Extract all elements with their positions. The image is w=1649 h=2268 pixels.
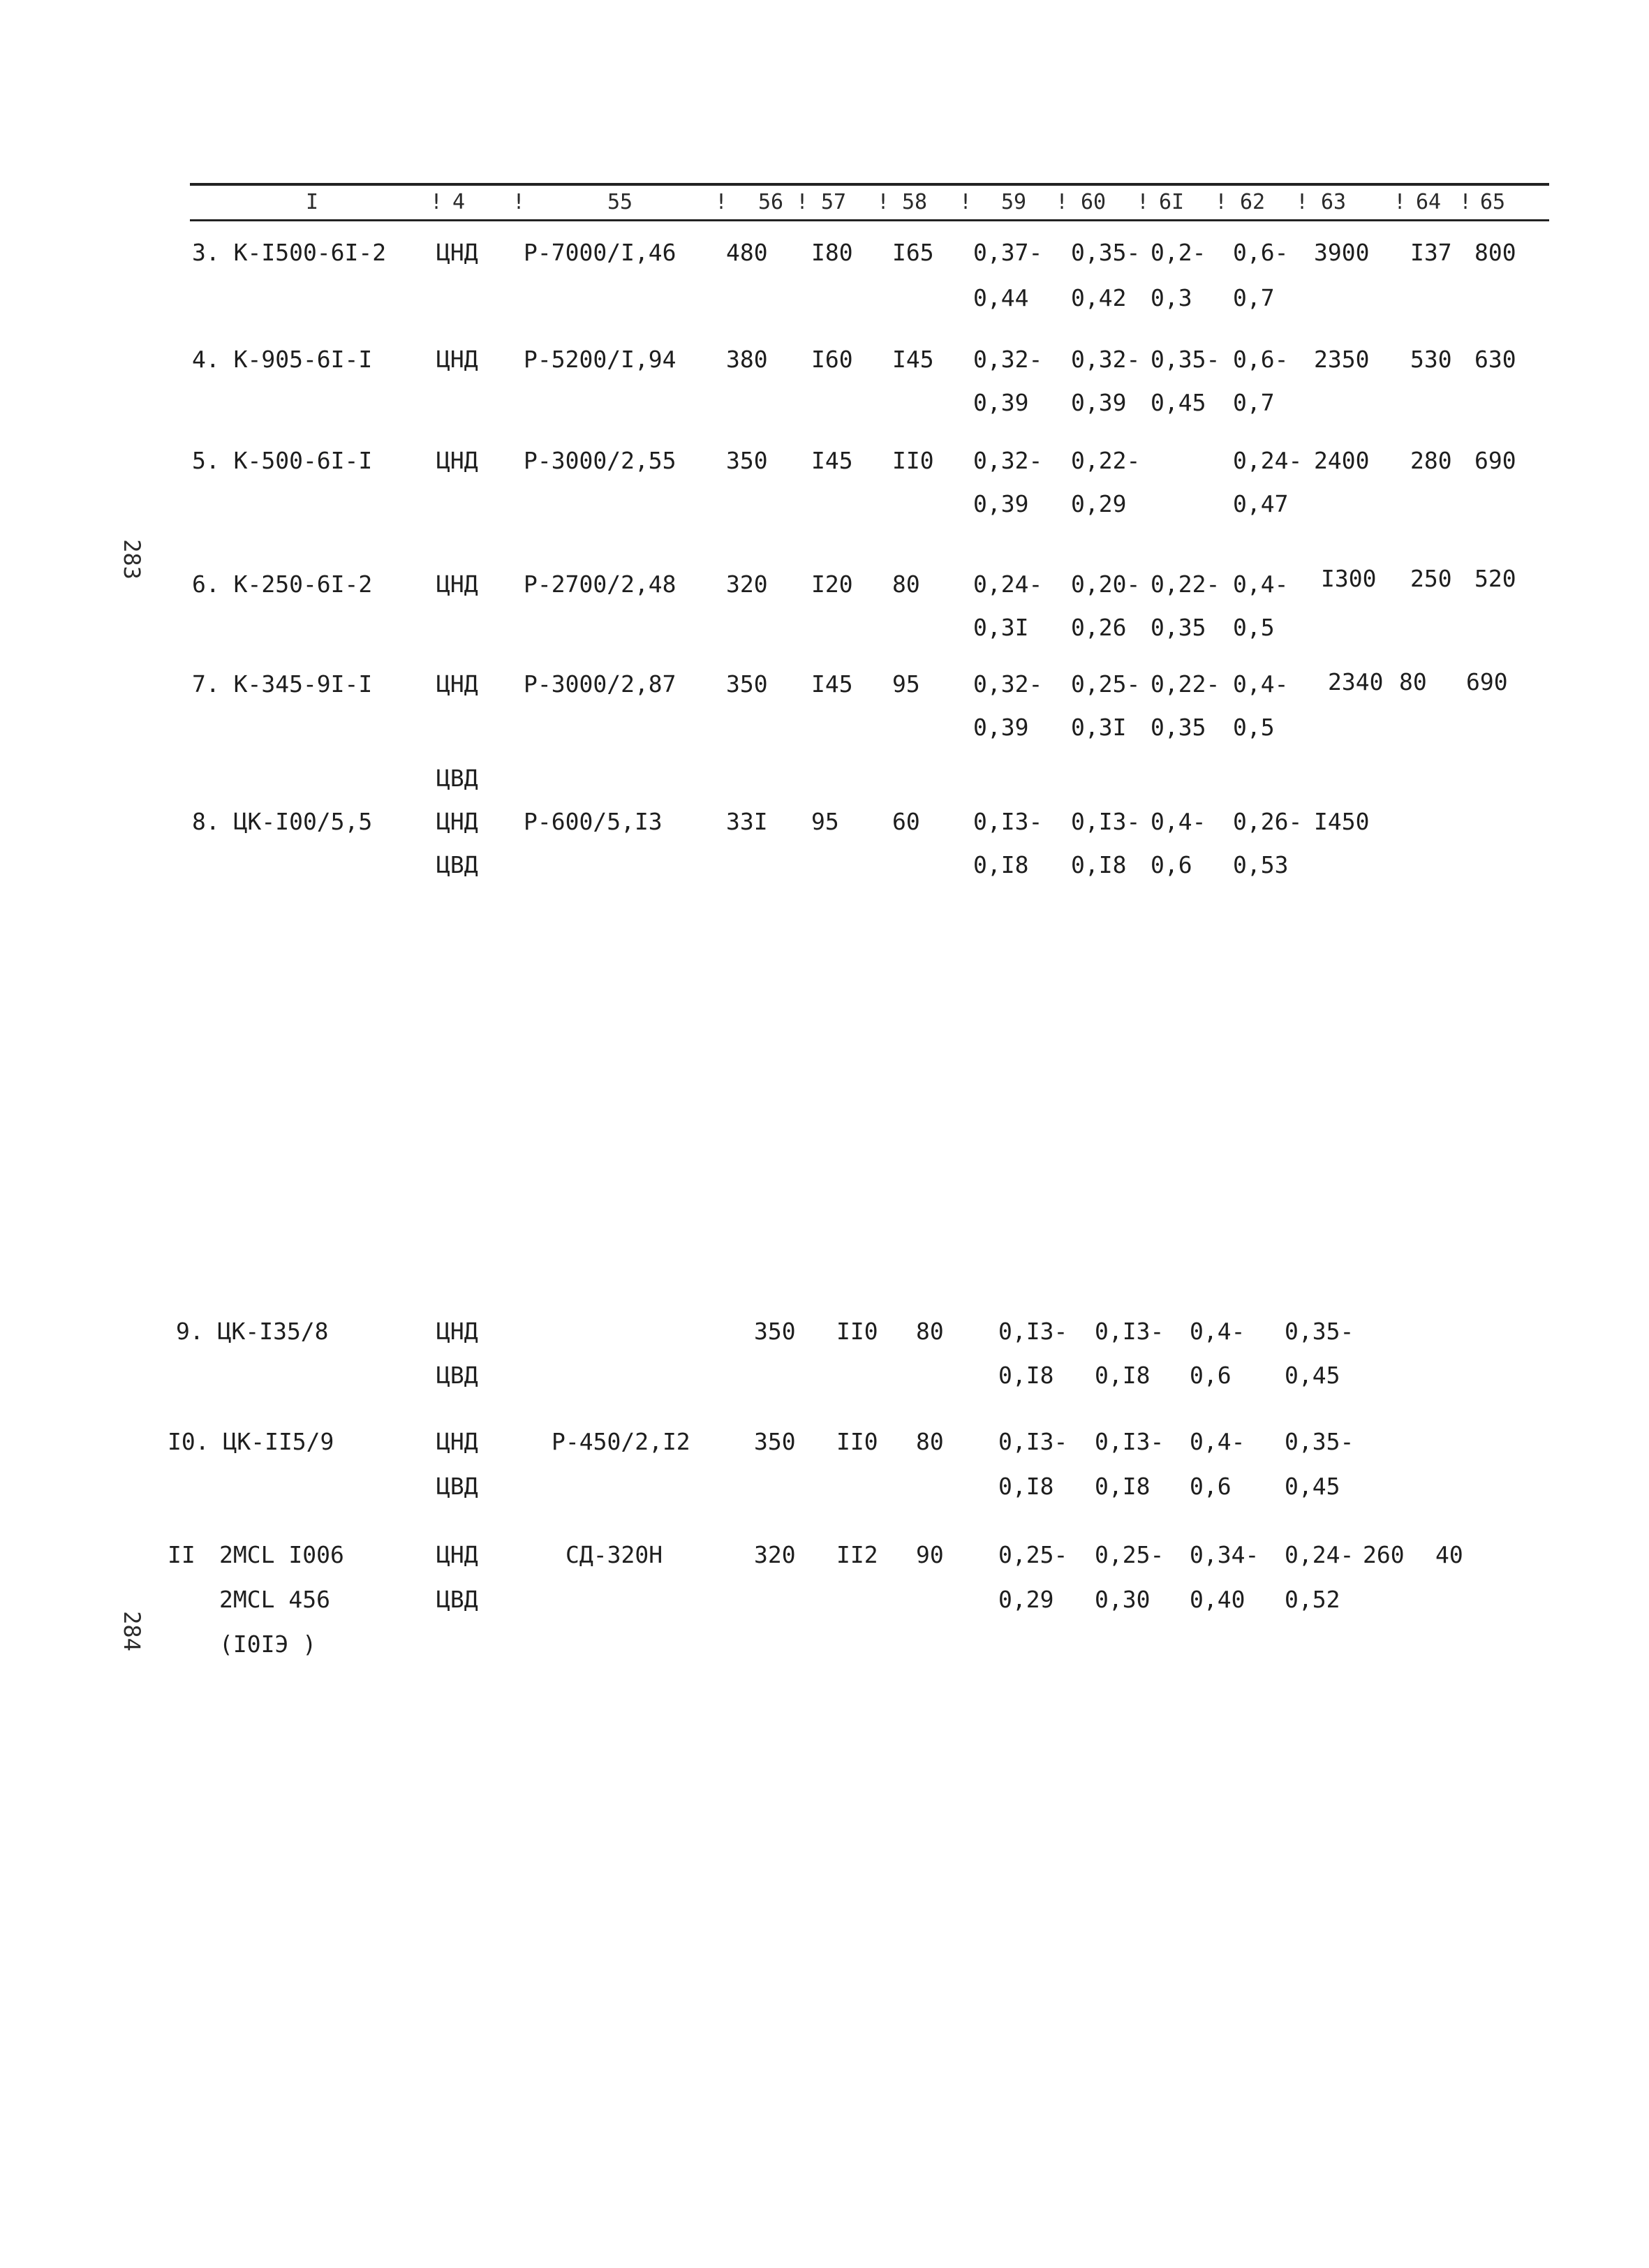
cell-col-60: 0,I8 — [1071, 851, 1127, 878]
cell-col-55: Р-7000/I,46 — [524, 239, 676, 266]
header-separator: ! — [959, 190, 973, 214]
header-separator: ! — [715, 190, 728, 214]
cell-col-61: 0,35 — [1151, 714, 1206, 741]
cell-col-62: 0,24- — [1285, 1541, 1354, 1568]
header-col-65: 65 — [1480, 190, 1506, 214]
row-number: II — [168, 1541, 195, 1568]
cell-col-58: 80 — [892, 570, 920, 598]
cell-col-62: 0,47 — [1233, 490, 1289, 517]
row-name: I0. ЦК-II5/9 — [168, 1428, 334, 1455]
cell-col-63: 2400 — [1314, 447, 1370, 474]
cell-col-65: 800 — [1474, 239, 1516, 266]
header-col-64: 64 — [1416, 190, 1442, 214]
cell-col-59: 0,29 — [998, 1586, 1054, 1613]
cell-col-62: 0,5 — [1233, 714, 1275, 741]
cell-col-56: 350 — [754, 1428, 796, 1455]
cylinder-label: ЦВД — [436, 765, 478, 792]
cell-col-59: 0,3I — [973, 614, 1029, 641]
cell-col-61: 0,6 — [1151, 851, 1192, 878]
cell-col-55: Р-3000/2,87 — [524, 670, 676, 698]
cell-col-56: 33I — [726, 808, 768, 835]
cell-col-61: 0,22- — [1151, 570, 1220, 598]
cell-col-62: 0,45 — [1285, 1362, 1340, 1389]
cell-col-61: 0,35 — [1151, 614, 1206, 641]
cylinder-label: ЦНД — [436, 570, 478, 598]
cylinder-label: ЦНД — [436, 1428, 478, 1455]
cell-col-59: 0,44 — [973, 284, 1029, 311]
cell-col-62: 0,26- — [1233, 808, 1303, 835]
page-number-284: 284 — [118, 1611, 145, 1651]
cell-col-63: 3900 — [1314, 239, 1370, 266]
cell-col-59: 0,I8 — [998, 1473, 1054, 1500]
cell-col-61: 0,35- — [1151, 346, 1220, 373]
cell-col-59: 0,39 — [973, 714, 1029, 741]
cell-col-64: 40 — [1435, 1541, 1463, 1568]
cell-col-63: I450 — [1314, 808, 1370, 835]
cell-col-65: 690 — [1474, 447, 1516, 474]
cell-col-62: 0,4- — [1233, 570, 1289, 598]
cell-col-59: 0,I8 — [998, 1362, 1054, 1389]
cylinder-label: ЦВД — [436, 1362, 478, 1389]
cell-col-62: 0,6- — [1233, 346, 1289, 373]
cell-col-59: 0,39 — [973, 389, 1029, 416]
cylinder-label: ЦНД — [436, 670, 478, 698]
cell-col-60: 0,30 — [1095, 1586, 1151, 1613]
cell-col-60: 0,35- — [1071, 239, 1141, 266]
cell-col-62: 0,6- — [1233, 239, 1289, 266]
cell-col-63: 2350 — [1314, 346, 1370, 373]
cell-col-58: 60 — [892, 808, 920, 835]
cell-col-59: 0,I8 — [973, 851, 1029, 878]
cylinder-label: ЦНД — [436, 1318, 478, 1345]
row-name: 3. К-I500-6I-2 — [192, 239, 387, 266]
cell-col-57: I45 — [811, 447, 853, 474]
cell-col-59: 0,39 — [973, 490, 1029, 517]
header-col-56: 56 — [758, 190, 784, 214]
cell-col-59: 0,37- — [973, 239, 1043, 266]
cell-col-60: 0,25- — [1071, 670, 1141, 698]
header-col-4: 4 — [452, 190, 466, 214]
cell-col-57: I20 — [811, 570, 853, 598]
header-separator: ! — [430, 190, 443, 214]
cell-col-62: 0,35- — [1285, 1428, 1354, 1455]
cell-col-60: 0,22- — [1071, 447, 1141, 474]
cell-col-55: Р-600/5,I3 — [524, 808, 663, 835]
page-number-283: 283 — [118, 539, 145, 580]
cylinder-label: ЦВД — [436, 851, 478, 878]
header-separator: ! — [1215, 190, 1228, 214]
cell-col-61: 0,3 — [1151, 284, 1192, 311]
cell-col-57: I80 — [811, 239, 853, 266]
cell-col-58: 90 — [916, 1541, 944, 1568]
cell-col-60: 0,32- — [1071, 346, 1141, 373]
cell-col-64: 250 — [1410, 565, 1452, 592]
cell-col-62: 0,7 — [1233, 389, 1275, 416]
cell-col-57: II2 — [836, 1541, 878, 1568]
cell-col-55: Р-2700/2,48 — [524, 570, 676, 598]
cell-col-60: 0,I3- — [1095, 1318, 1164, 1345]
cylinder-label: ЦВД — [436, 1473, 478, 1500]
cell-col-63: 260 — [1363, 1541, 1405, 1568]
cell-col-60: 0,39 — [1071, 389, 1127, 416]
cell-col-60: 0,I3- — [1095, 1428, 1164, 1455]
cell-col-56: 350 — [754, 1318, 796, 1345]
header-separator: ! — [1393, 190, 1407, 214]
header-bottom-rule — [190, 219, 1549, 221]
cell-col-61: 0,45 — [1151, 389, 1206, 416]
cell-col-61: 0,34- — [1190, 1541, 1259, 1568]
header-col-59: 59 — [1001, 190, 1027, 214]
cell-col-60: 0,20- — [1071, 570, 1141, 598]
cell-col-61: 0,2- — [1151, 239, 1206, 266]
header-col-1: I — [306, 190, 319, 214]
header-separator: ! — [877, 190, 890, 214]
cell-col-59: 0,I3- — [973, 808, 1043, 835]
cell-col-58: I65 — [892, 239, 934, 266]
cell-col-59: 0,32- — [973, 346, 1043, 373]
cell-col-61: 0,6 — [1190, 1362, 1232, 1389]
cylinder-label: ЦНД — [436, 346, 478, 373]
row-name: 6. К-250-6I-2 — [192, 570, 373, 598]
cell-col-61: 0,4- — [1151, 808, 1206, 835]
cell-col-60: 0,I8 — [1095, 1362, 1151, 1389]
cell-col-57: II0 — [836, 1428, 878, 1455]
cell-col-63: I300 — [1321, 565, 1377, 592]
header-col-62: 62 — [1240, 190, 1266, 214]
cell-col-57: I45 — [811, 670, 853, 698]
cell-col-60: 0,I3- — [1071, 808, 1141, 835]
cell-col-62: 0,45 — [1285, 1473, 1340, 1500]
cell-col-64: 80 — [1399, 668, 1427, 695]
cylinder-label: ЦНД — [436, 1541, 478, 1568]
cell-col-58: 95 — [892, 670, 920, 698]
cell-col-58: 80 — [916, 1428, 944, 1455]
cell-col-62: 0,24- — [1233, 447, 1303, 474]
header-separator: ! — [512, 190, 526, 214]
cell-col-59: 0,I3- — [998, 1428, 1068, 1455]
cell-col-61: 0,4- — [1190, 1428, 1245, 1455]
row-name: (I0IЭ ) — [219, 1630, 317, 1658]
cell-col-60: 0,29 — [1071, 490, 1127, 517]
cell-col-60: 0,42 — [1071, 284, 1127, 311]
header-top-rule — [190, 183, 1549, 186]
cell-col-56: 350 — [726, 670, 768, 698]
cell-col-64: 280 — [1410, 447, 1452, 474]
cell-col-64: I37 — [1410, 239, 1452, 266]
header-separator: ! — [1137, 190, 1150, 214]
cell-col-59: 0,32- — [973, 447, 1043, 474]
header-separator: ! — [1056, 190, 1069, 214]
cell-col-65: 690 — [1466, 668, 1508, 695]
cell-col-62: 0,7 — [1233, 284, 1275, 311]
cell-col-56: 380 — [726, 346, 768, 373]
row-name: 7. К-345-9I-I — [192, 670, 373, 698]
cell-col-60: 0,3I — [1071, 714, 1127, 741]
cell-col-63: 2340 — [1328, 668, 1384, 695]
row-name: 4. К-905-6I-I — [192, 346, 373, 373]
cell-col-57: II0 — [836, 1318, 878, 1345]
cylinder-label: ЦНД — [436, 447, 478, 474]
cell-col-62: 0,35- — [1285, 1318, 1354, 1345]
cell-col-56: 480 — [726, 239, 768, 266]
cell-col-56: 320 — [754, 1541, 796, 1568]
cell-col-65: 630 — [1474, 346, 1516, 373]
cell-col-57: I60 — [811, 346, 853, 373]
cell-col-56: 320 — [726, 570, 768, 598]
row-name: 9. ЦК-I35/8 — [176, 1318, 329, 1345]
cell-col-55: Р-5200/I,94 — [524, 346, 676, 373]
cell-col-60: 0,26 — [1071, 614, 1127, 641]
cell-col-58: 80 — [916, 1318, 944, 1345]
cylinder-label: ЦНД — [436, 239, 478, 266]
cell-col-55: Р-450/2,I2 — [552, 1428, 690, 1455]
cell-col-59: 0,25- — [998, 1541, 1068, 1568]
cylinder-label: ЦНД — [436, 808, 478, 835]
cell-col-60: 0,25- — [1095, 1541, 1164, 1568]
row-name: 2МСL I006 — [219, 1541, 344, 1568]
row-name: 5. К-500-6I-I — [192, 447, 373, 474]
cell-col-62: 0,53 — [1233, 851, 1289, 878]
header-col-57: 57 — [821, 190, 847, 214]
cell-col-60: 0,I8 — [1095, 1473, 1151, 1500]
cell-col-62: 0,52 — [1285, 1586, 1340, 1613]
header-separator: ! — [1296, 190, 1309, 214]
cell-col-59: 0,24- — [973, 570, 1043, 598]
cell-col-55: СД-320Н — [565, 1541, 663, 1568]
header-separator: ! — [1459, 190, 1472, 214]
header-col-63: 63 — [1321, 190, 1347, 214]
cell-col-65: 520 — [1474, 565, 1516, 592]
cell-col-58: II0 — [892, 447, 934, 474]
cell-col-62: 0,4- — [1233, 670, 1289, 698]
header-col-61: 6I — [1159, 190, 1185, 214]
cell-col-59: 0,I3- — [998, 1318, 1068, 1345]
cell-col-62: 0,5 — [1233, 614, 1275, 641]
row-name: 2МСL 456 — [219, 1586, 330, 1613]
cell-col-61: 0,40 — [1190, 1586, 1245, 1613]
cell-col-59: 0,32- — [973, 670, 1043, 698]
cell-col-57: 95 — [811, 808, 839, 835]
cell-col-61: 0,4- — [1190, 1318, 1245, 1345]
cell-col-55: Р-3000/2,55 — [524, 447, 676, 474]
cylinder-label: ЦВД — [436, 1586, 478, 1613]
cell-col-56: 350 — [726, 447, 768, 474]
cell-col-61: 0,6 — [1190, 1473, 1232, 1500]
header-separator: ! — [796, 190, 809, 214]
cell-col-58: I45 — [892, 346, 934, 373]
cell-col-64: 530 — [1410, 346, 1452, 373]
header-col-55: 55 — [607, 190, 633, 214]
row-name: 8. ЦК-I00/5,5 — [192, 808, 373, 835]
header-col-60: 60 — [1081, 190, 1107, 214]
cell-col-61: 0,22- — [1151, 670, 1220, 698]
header-col-58: 58 — [902, 190, 928, 214]
